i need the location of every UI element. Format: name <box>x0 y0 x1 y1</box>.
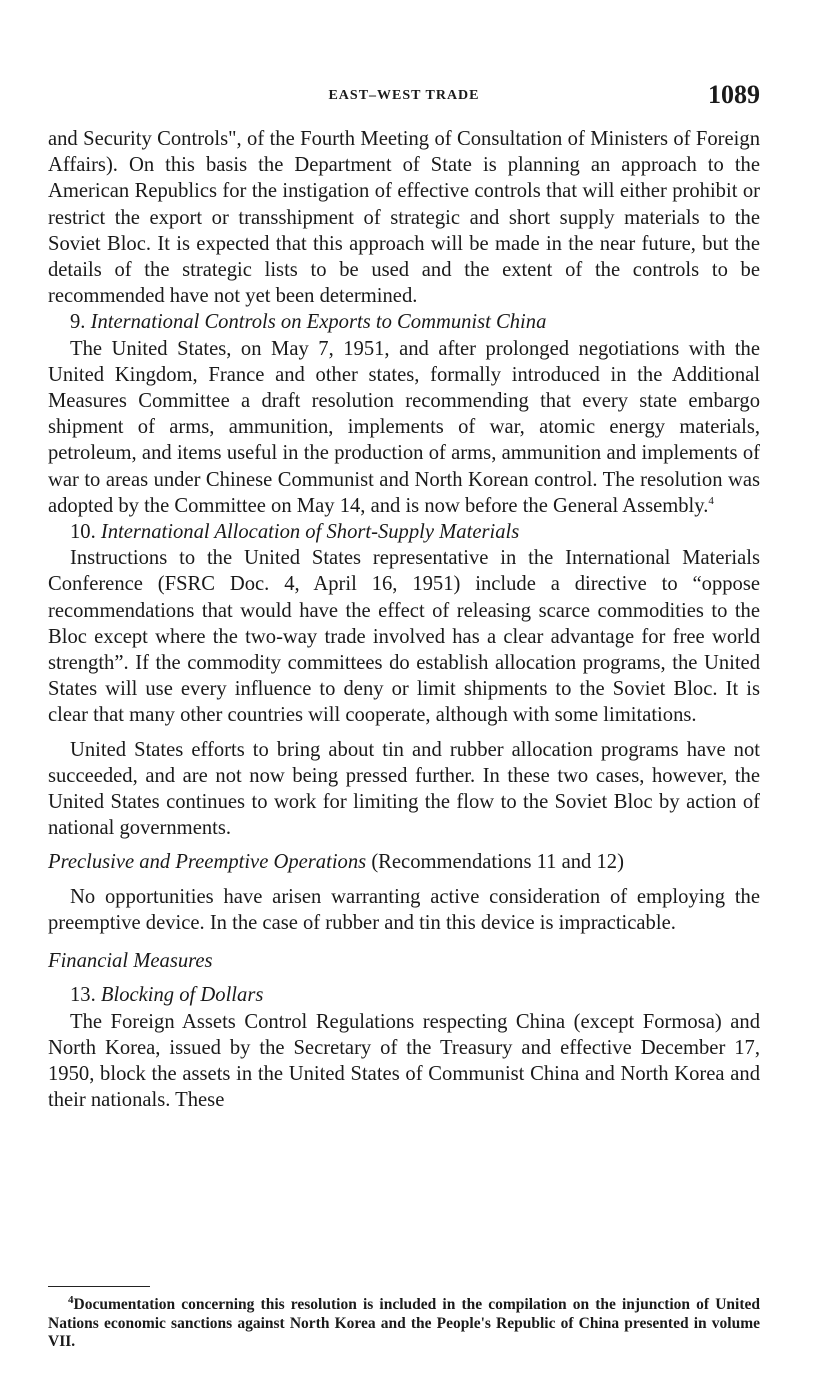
footnote-divider <box>48 1286 150 1287</box>
footnote-body <box>48 1293 760 1352</box>
section-heading-13 <box>48 982 760 1008</box>
paragraph-4: United States efforts to bring about tin and rubber allocation programs have not succeeded, and are not now being pressed further. In these two cases, however, the United States continues to work for limiting the flow to the Soviet Bloc by action of national governments. <box>48 738 760 840</box>
section-heading-financial <box>48 948 760 974</box>
page-number: 1089 <box>708 80 760 109</box>
section-heading-10 <box>48 519 760 545</box>
section-title: Blocking of Dollars <box>100 984 264 1007</box>
section-heading-preclusive <box>48 849 760 875</box>
footnote-marker: 4 <box>68 1293 74 1306</box>
paragraph-1: and Security Controls", of the Fourth Meeting of Consultation of Ministers of Foreign Affairs). On this basis the Department of State is planning an approach to the American Republics for the instigation of effective controls that will either prohibit or restrict the export or transshipment of strategic and short supply materials to the Soviet Bloc. It is expected that this approach will be made in the near future, but the details of the strategic lists to be used and the extent of the controls to be recommended have not yet been determined. <box>48 128 760 308</box>
section-number: 13. <box>70 984 96 1007</box>
paragraph-text: The United States, on May 7, 1951, and after prolonged negotiations with the United Kingdom, France and other states, formally introduced in the Additional Measures Committee a draft resolution recommending that every state embargo shipment of arms, ammunition, implements of war, atomic energy materials, petroleum, and items useful in the production of arms, ammunition and implements of war to areas under Chinese Communist and North Korean control. The resolution was adopted by the Committee on May 14, and is now before the General Assembly. <box>48 337 760 517</box>
section-title: Financial Measures <box>48 950 213 973</box>
paragraph-2 <box>48 336 760 519</box>
paragraph-3: Instructions to the United States representative in the International Materials Conference (FSRC Doc. 4, April 16, 1951) include a directive to “oppose recommendations that would have the effect of releasing scarce commodities to the Bloc except where the two-way trade involved has a clear advantage for free world strength”. If the commodity committees do establish allocation programs, the United States will use every influence to deny or limit shipments to the Soviet Bloc. It is clear that many other countries will cooperate, although with some limitations. <box>48 547 760 727</box>
section-title: International Allocation of Short-Supply Materials <box>100 521 520 544</box>
page-header <box>48 80 760 116</box>
section-title: International Controls on Exports to Communist China <box>90 311 547 334</box>
section-subtitle: (Recommendations 11 and 12) <box>371 851 624 874</box>
footnote-text: Documentation concerning this resolution is included in the compilation on the injunction of United Nations economic sanctions against North Korea and the People's Republic of China presented in volume VII. <box>48 1296 760 1350</box>
paragraph-5: No opportunities have arisen warranting active consideration of employing the preemptive device. In the case of rubber and tin this device is impracticable. <box>48 885 760 934</box>
body-text <box>48 126 760 1113</box>
running-head: EAST–WEST TRADE <box>328 88 480 103</box>
section-heading-9 <box>48 309 760 335</box>
footnote-reference: 4 <box>708 494 714 507</box>
footnote <box>48 1293 760 1352</box>
paragraph-6: The Foreign Assets Control Regulations respecting China (except Formosa) and North Korea, issued by the Secretary of the Treasury and effective December 17, 1950, block the assets in the United States of Communist China and North Korea and their nationals. These <box>48 1010 760 1112</box>
section-number: 10. <box>70 521 96 544</box>
section-number: 9. <box>70 311 86 334</box>
section-title: Preclusive and Preemptive Operations <box>48 851 367 874</box>
